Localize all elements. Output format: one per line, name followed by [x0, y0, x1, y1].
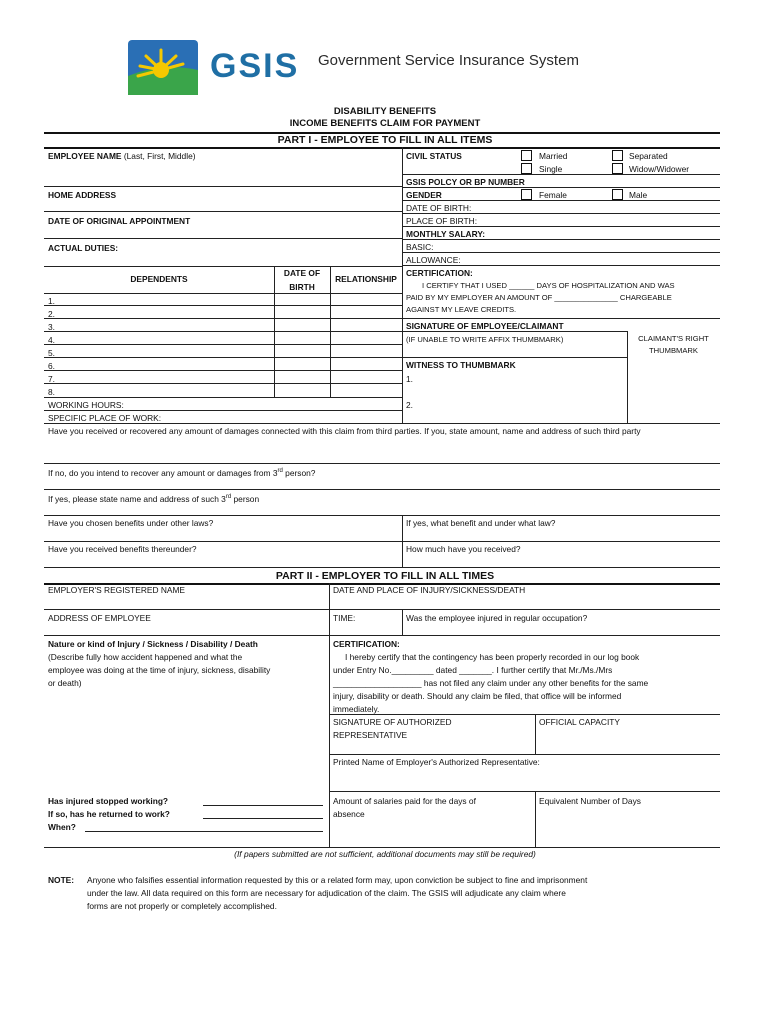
employer-cert-5: immediately. — [333, 704, 380, 714]
cert-line-3: AGAINST MY LEAVE CREDITS. — [406, 305, 517, 314]
org-name: Government Service Insurance System — [318, 52, 579, 69]
papers-note: (If papers submitted are not sufficient, additional documents may still be required) — [234, 849, 536, 859]
civil-status-label: CIVIL STATUS — [406, 151, 462, 161]
certification-label: CERTIFICATION: — [406, 268, 473, 278]
nature-desc-1: (Describe fully how accident happened and what the — [48, 652, 243, 662]
signature-authorized-1: SIGNATURE OF AUTHORIZED — [333, 717, 452, 727]
date-of-birth-label: DATE OF BIRTH: — [406, 203, 472, 213]
working-hours-label: WORKING HOURS: — [48, 400, 124, 410]
policy-number-label: GSIS POLCY OR BP NUMBER — [406, 177, 525, 187]
intend-recover-question: If no, do you intend to recover any amount or damages from 3rd person? — [48, 467, 316, 478]
how-much-question: How much have you received? — [406, 544, 521, 554]
official-capacity-label: OFFICIAL CAPACITY — [539, 717, 620, 727]
place-of-work-label: SPECIFIC PLACE OF WORK: — [48, 413, 162, 423]
dob-header-2: BIRTH — [289, 282, 315, 292]
male-label: Male — [629, 190, 648, 200]
employer-certification-label: CERTIFICATION: — [333, 639, 400, 649]
thumbmark-instruction: (IF UNABLE TO WRITE AFFIX THUMBMARK) — [406, 335, 564, 344]
single-checkbox[interactable] — [521, 163, 532, 174]
female-checkbox[interactable] — [521, 189, 532, 200]
dependent-row-4: 4. — [48, 335, 55, 345]
part2-heading: PART II - EMPLOYER TO FILL IN ALL TIMES — [275, 570, 495, 582]
registered-name-label: EMPLOYER'S REGISTERED NAME — [48, 585, 186, 595]
appointment-date-label: DATE OF ORIGINAL APPOINTMENT — [48, 216, 191, 226]
monthly-salary-label: MONTHLY SALARY: — [406, 229, 486, 239]
female-label: Female — [539, 190, 567, 200]
what-benefit-question: If yes, what benefit and under what law? — [406, 518, 556, 528]
dependent-row-7: 7. — [48, 374, 55, 384]
amount-salaries-1: Amount of salaries paid for the days of — [333, 796, 476, 806]
dependent-row-6: 6. — [48, 361, 55, 371]
right-thumbmark-label-1: CLAIMANT'S RIGHT — [638, 334, 709, 343]
amount-salaries-2: absence — [333, 809, 365, 819]
separated-label: Separated — [629, 151, 668, 161]
chosen-benefits-question: Have you chosen benefits under other laws? — [48, 518, 214, 528]
employer-cert-4: injury, disability or death. Should any claim be filed, that office will be informed — [333, 691, 622, 701]
male-checkbox[interactable] — [612, 189, 623, 200]
gender-label: GENDER — [406, 190, 442, 200]
note-line-3: forms are not properly or completely accomplished. — [87, 901, 277, 911]
nature-injury-label: Nature or kind of Injury / Sickness / Disability / Death — [48, 639, 258, 649]
right-thumbmark-label-2: THUMBMARK — [649, 346, 698, 355]
widow-checkbox[interactable] — [612, 163, 623, 174]
nature-desc-2: employee was doing at the time of injury, sickness, disability — [48, 665, 271, 675]
employer-cert-3: ___________________ has not filed any claim under any other benefits for the same — [333, 678, 649, 688]
witness-label: WITNESS TO THUMBMARK — [406, 360, 516, 370]
dependent-row-5: 5. — [48, 348, 55, 358]
cert-line-1: I CERTIFY THAT I USED ______ DAYS OF HOSPITALIZATION AND WAS — [422, 281, 675, 290]
equivalent-days-label: Equivalent Number of Days — [539, 796, 641, 806]
dependents-header: DEPENDENTS — [130, 274, 188, 284]
employee-name-label: EMPLOYEE NAME (Last, First, Middle) — [48, 151, 196, 161]
note-line-1: Anyone who falsifies essential information requested by this or a related form may, upon conviction be subject to fine and imprisonment — [87, 875, 588, 885]
employer-cert-2: under Entry No._________ dated _______. I further certify that Mr./Ms./Mrs — [333, 665, 613, 675]
witness-1: 1. — [406, 374, 413, 384]
gsis-logo — [128, 40, 198, 95]
form-subtitle: INCOME BENEFITS CLAIM FOR PAYMENT — [289, 118, 481, 129]
received-benefits-question: Have you received benefits thereunder? — [48, 544, 197, 554]
note-line-2: under the law. All data required on this form are necessary for adjudication of the claim. The GSIS will adjudicate any claim where — [87, 888, 566, 898]
basic-label: BASIC: — [406, 242, 434, 252]
signature-employee-label: SIGNATURE OF EMPLOYEE/CLAIMANT — [406, 321, 564, 331]
employer-cert-1: I hereby certify that the contingency has been properly recorded in our log book — [345, 652, 640, 662]
dependent-row-8: 8. — [48, 387, 55, 397]
part1-heading: PART I - EMPLOYEE TO FILL IN ALL ITEMS — [277, 134, 493, 146]
allowance-label: ALLOWANCE: — [406, 255, 461, 265]
single-label: Single — [539, 164, 563, 174]
witness-2: 2. — [406, 400, 413, 410]
when-label: When? — [48, 822, 76, 832]
cert-line-2: PAID BY MY EMPLOYER AN AMOUNT OF _______________ CHARGEABLE — [406, 293, 672, 302]
dob-header-1: DATE OF — [283, 268, 321, 278]
married-label: Married — [539, 151, 568, 161]
place-of-birth-label: PLACE OF BIRTH: — [406, 216, 478, 226]
returned-work-label: If so, has he returned to work? — [48, 809, 170, 819]
actual-duties-label: ACTUAL DUTIES: — [48, 243, 119, 253]
regular-occupation-question: Was the employee injured in regular occupation? — [406, 613, 588, 623]
widow-label: Widow/Widower — [629, 164, 690, 174]
relationship-header: RELATIONSHIP — [335, 274, 397, 284]
date-place-injury-label: DATE AND PLACE OF INJURY/SICKNESS/DEATH — [333, 585, 526, 595]
printed-name-label: Printed Name of Employer's Authorized Representative: — [333, 757, 540, 767]
dependent-row-1: 1. — [48, 296, 55, 306]
time-label: TIME: — [333, 613, 356, 623]
dependent-row-3: 3. — [48, 322, 55, 332]
married-checkbox[interactable] — [521, 150, 532, 161]
form-title: DISABILITY BENEFITS — [333, 106, 437, 117]
nature-desc-3: or death) — [48, 678, 82, 688]
stopped-working-label: Has injured stopped working? — [48, 796, 169, 806]
gsis-wordmark: GSIS — [210, 47, 300, 85]
dependent-row-2: 2. — [48, 309, 55, 319]
separated-checkbox[interactable] — [612, 150, 623, 161]
state-name-question: If yes, please state name and address of such 3rd person — [48, 493, 260, 504]
damages-question: Have you received or recovered any amount of damages connected with this claim from third parties. If you, state amount, name and address of such third party — [48, 426, 641, 436]
home-address-label: HOME ADDRESS — [48, 190, 117, 200]
signature-authorized-2: REPRESENTATIVE — [333, 730, 408, 740]
note-label: NOTE: — [48, 875, 75, 885]
address-employee-label: ADDRESS OF EMPLOYEE — [48, 613, 151, 623]
